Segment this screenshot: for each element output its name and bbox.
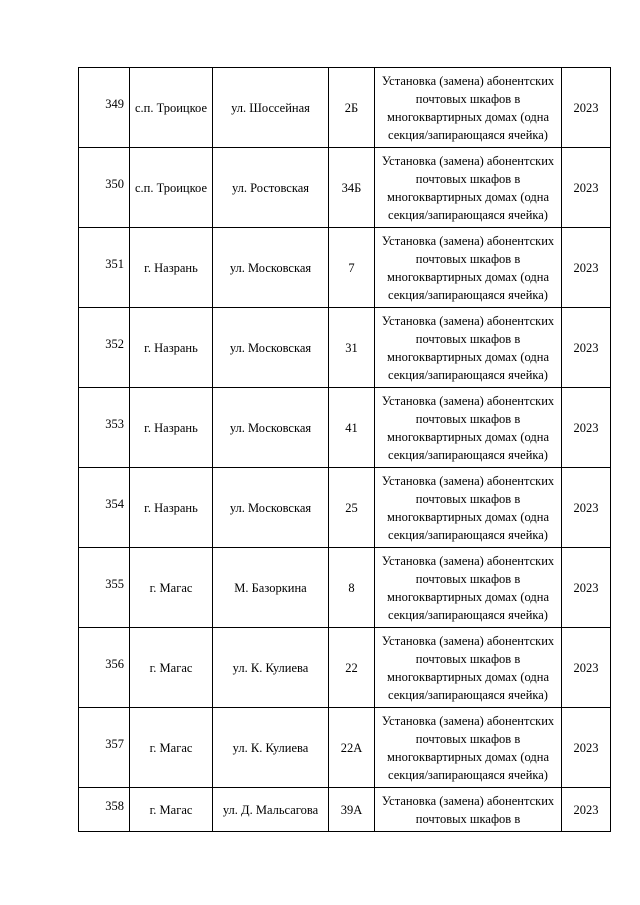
house-number-cell: 39А bbox=[329, 788, 375, 832]
settlement-cell: г. Назрань bbox=[130, 228, 213, 308]
addresses-table bbox=[78, 67, 611, 832]
work-description-cell: Установка (замена) абонентских почтовых шкафов в многоквартирных домах (одна секция/запирающаяся ячейка) bbox=[375, 548, 562, 628]
house-number-cell: 34Б bbox=[329, 148, 375, 228]
street-cell: ул. Московская bbox=[213, 228, 329, 308]
street-cell: ул. Московская bbox=[213, 308, 329, 388]
year-cell: 2023 bbox=[562, 228, 611, 308]
year-cell: 2023 bbox=[562, 788, 611, 832]
settlement-cell: г. Назрань bbox=[130, 468, 213, 548]
table-row bbox=[79, 468, 611, 548]
row-number-cell: 354 bbox=[79, 468, 130, 548]
table-row bbox=[79, 308, 611, 388]
settlement-cell: с.п. Троицкое bbox=[130, 68, 213, 148]
row-number-cell: 351 bbox=[79, 228, 130, 308]
year-cell: 2023 bbox=[562, 388, 611, 468]
street-cell: ул. Ростовская bbox=[213, 148, 329, 228]
street-cell: ул. К. Кулиева bbox=[213, 708, 329, 788]
street-cell: ул. Д. Мальсагова bbox=[213, 788, 329, 832]
table-row bbox=[79, 228, 611, 308]
table-row bbox=[79, 708, 611, 788]
settlement-cell: г. Назрань bbox=[130, 388, 213, 468]
house-number-cell: 41 bbox=[329, 388, 375, 468]
work-description-cell: Установка (замена) абонентских почтовых шкафов в многоквартирных домах (одна секция/запирающаяся ячейка) bbox=[375, 708, 562, 788]
street-cell: М. Базоркина bbox=[213, 548, 329, 628]
table-row bbox=[79, 388, 611, 468]
row-number-cell: 355 bbox=[79, 548, 130, 628]
house-number-cell: 8 bbox=[329, 548, 375, 628]
row-number-cell: 350 bbox=[79, 148, 130, 228]
year-cell: 2023 bbox=[562, 68, 611, 148]
row-number-cell: 356 bbox=[79, 628, 130, 708]
settlement-cell: с.п. Троицкое bbox=[130, 148, 213, 228]
house-number-cell: 22А bbox=[329, 708, 375, 788]
row-number-cell: 349 bbox=[79, 68, 130, 148]
work-description-cell: Установка (замена) абонентских почтовых шкафов в многоквартирных домах (одна секция/запирающаяся ячейка) bbox=[375, 68, 562, 148]
settlement-cell: г. Магас bbox=[130, 628, 213, 708]
house-number-cell: 7 bbox=[329, 228, 375, 308]
work-description-cell: Установка (замена) абонентских почтовых шкафов в многоквартирных домах (одна секция/запирающаяся ячейка) bbox=[375, 228, 562, 308]
year-cell: 2023 bbox=[562, 308, 611, 388]
street-cell: ул. Московская bbox=[213, 468, 329, 548]
house-number-cell: 22 bbox=[329, 628, 375, 708]
work-description-cell: Установка (замена) абонентских почтовых шкафов в bbox=[375, 788, 562, 832]
street-cell: ул. Шоссейная bbox=[213, 68, 329, 148]
street-cell: ул. К. Кулиева bbox=[213, 628, 329, 708]
year-cell: 2023 bbox=[562, 628, 611, 708]
settlement-cell: г. Магас bbox=[130, 708, 213, 788]
year-cell: 2023 bbox=[562, 708, 611, 788]
work-description-cell: Установка (замена) абонентских почтовых шкафов в многоквартирных домах (одна секция/запирающаяся ячейка) bbox=[375, 628, 562, 708]
work-description-cell: Установка (замена) абонентских почтовых шкафов в многоквартирных домах (одна секция/запирающаяся ячейка) bbox=[375, 388, 562, 468]
table-row bbox=[79, 68, 611, 148]
settlement-cell: г. Магас bbox=[130, 548, 213, 628]
year-cell: 2023 bbox=[562, 148, 611, 228]
year-cell: 2023 bbox=[562, 468, 611, 548]
row-number-cell: 358 bbox=[79, 788, 130, 832]
table-body bbox=[79, 68, 611, 832]
settlement-cell: г. Магас bbox=[130, 788, 213, 832]
house-number-cell: 25 bbox=[329, 468, 375, 548]
house-number-cell: 2Б bbox=[329, 68, 375, 148]
row-number-cell: 357 bbox=[79, 708, 130, 788]
row-number-cell: 352 bbox=[79, 308, 130, 388]
table-row bbox=[79, 148, 611, 228]
table-row bbox=[79, 548, 611, 628]
house-number-cell: 31 bbox=[329, 308, 375, 388]
work-description-cell: Установка (замена) абонентских почтовых шкафов в многоквартирных домах (одна секция/запирающаяся ячейка) bbox=[375, 308, 562, 388]
street-cell: ул. Московская bbox=[213, 388, 329, 468]
table-row bbox=[79, 628, 611, 708]
row-number-cell: 353 bbox=[79, 388, 130, 468]
table-row bbox=[79, 788, 611, 832]
work-description-cell: Установка (замена) абонентских почтовых шкафов в многоквартирных домах (одна секция/запирающаяся ячейка) bbox=[375, 148, 562, 228]
work-description-cell: Установка (замена) абонентских почтовых шкафов в многоквартирных домах (одна секция/запирающаяся ячейка) bbox=[375, 468, 562, 548]
settlement-cell: г. Назрань bbox=[130, 308, 213, 388]
year-cell: 2023 bbox=[562, 548, 611, 628]
